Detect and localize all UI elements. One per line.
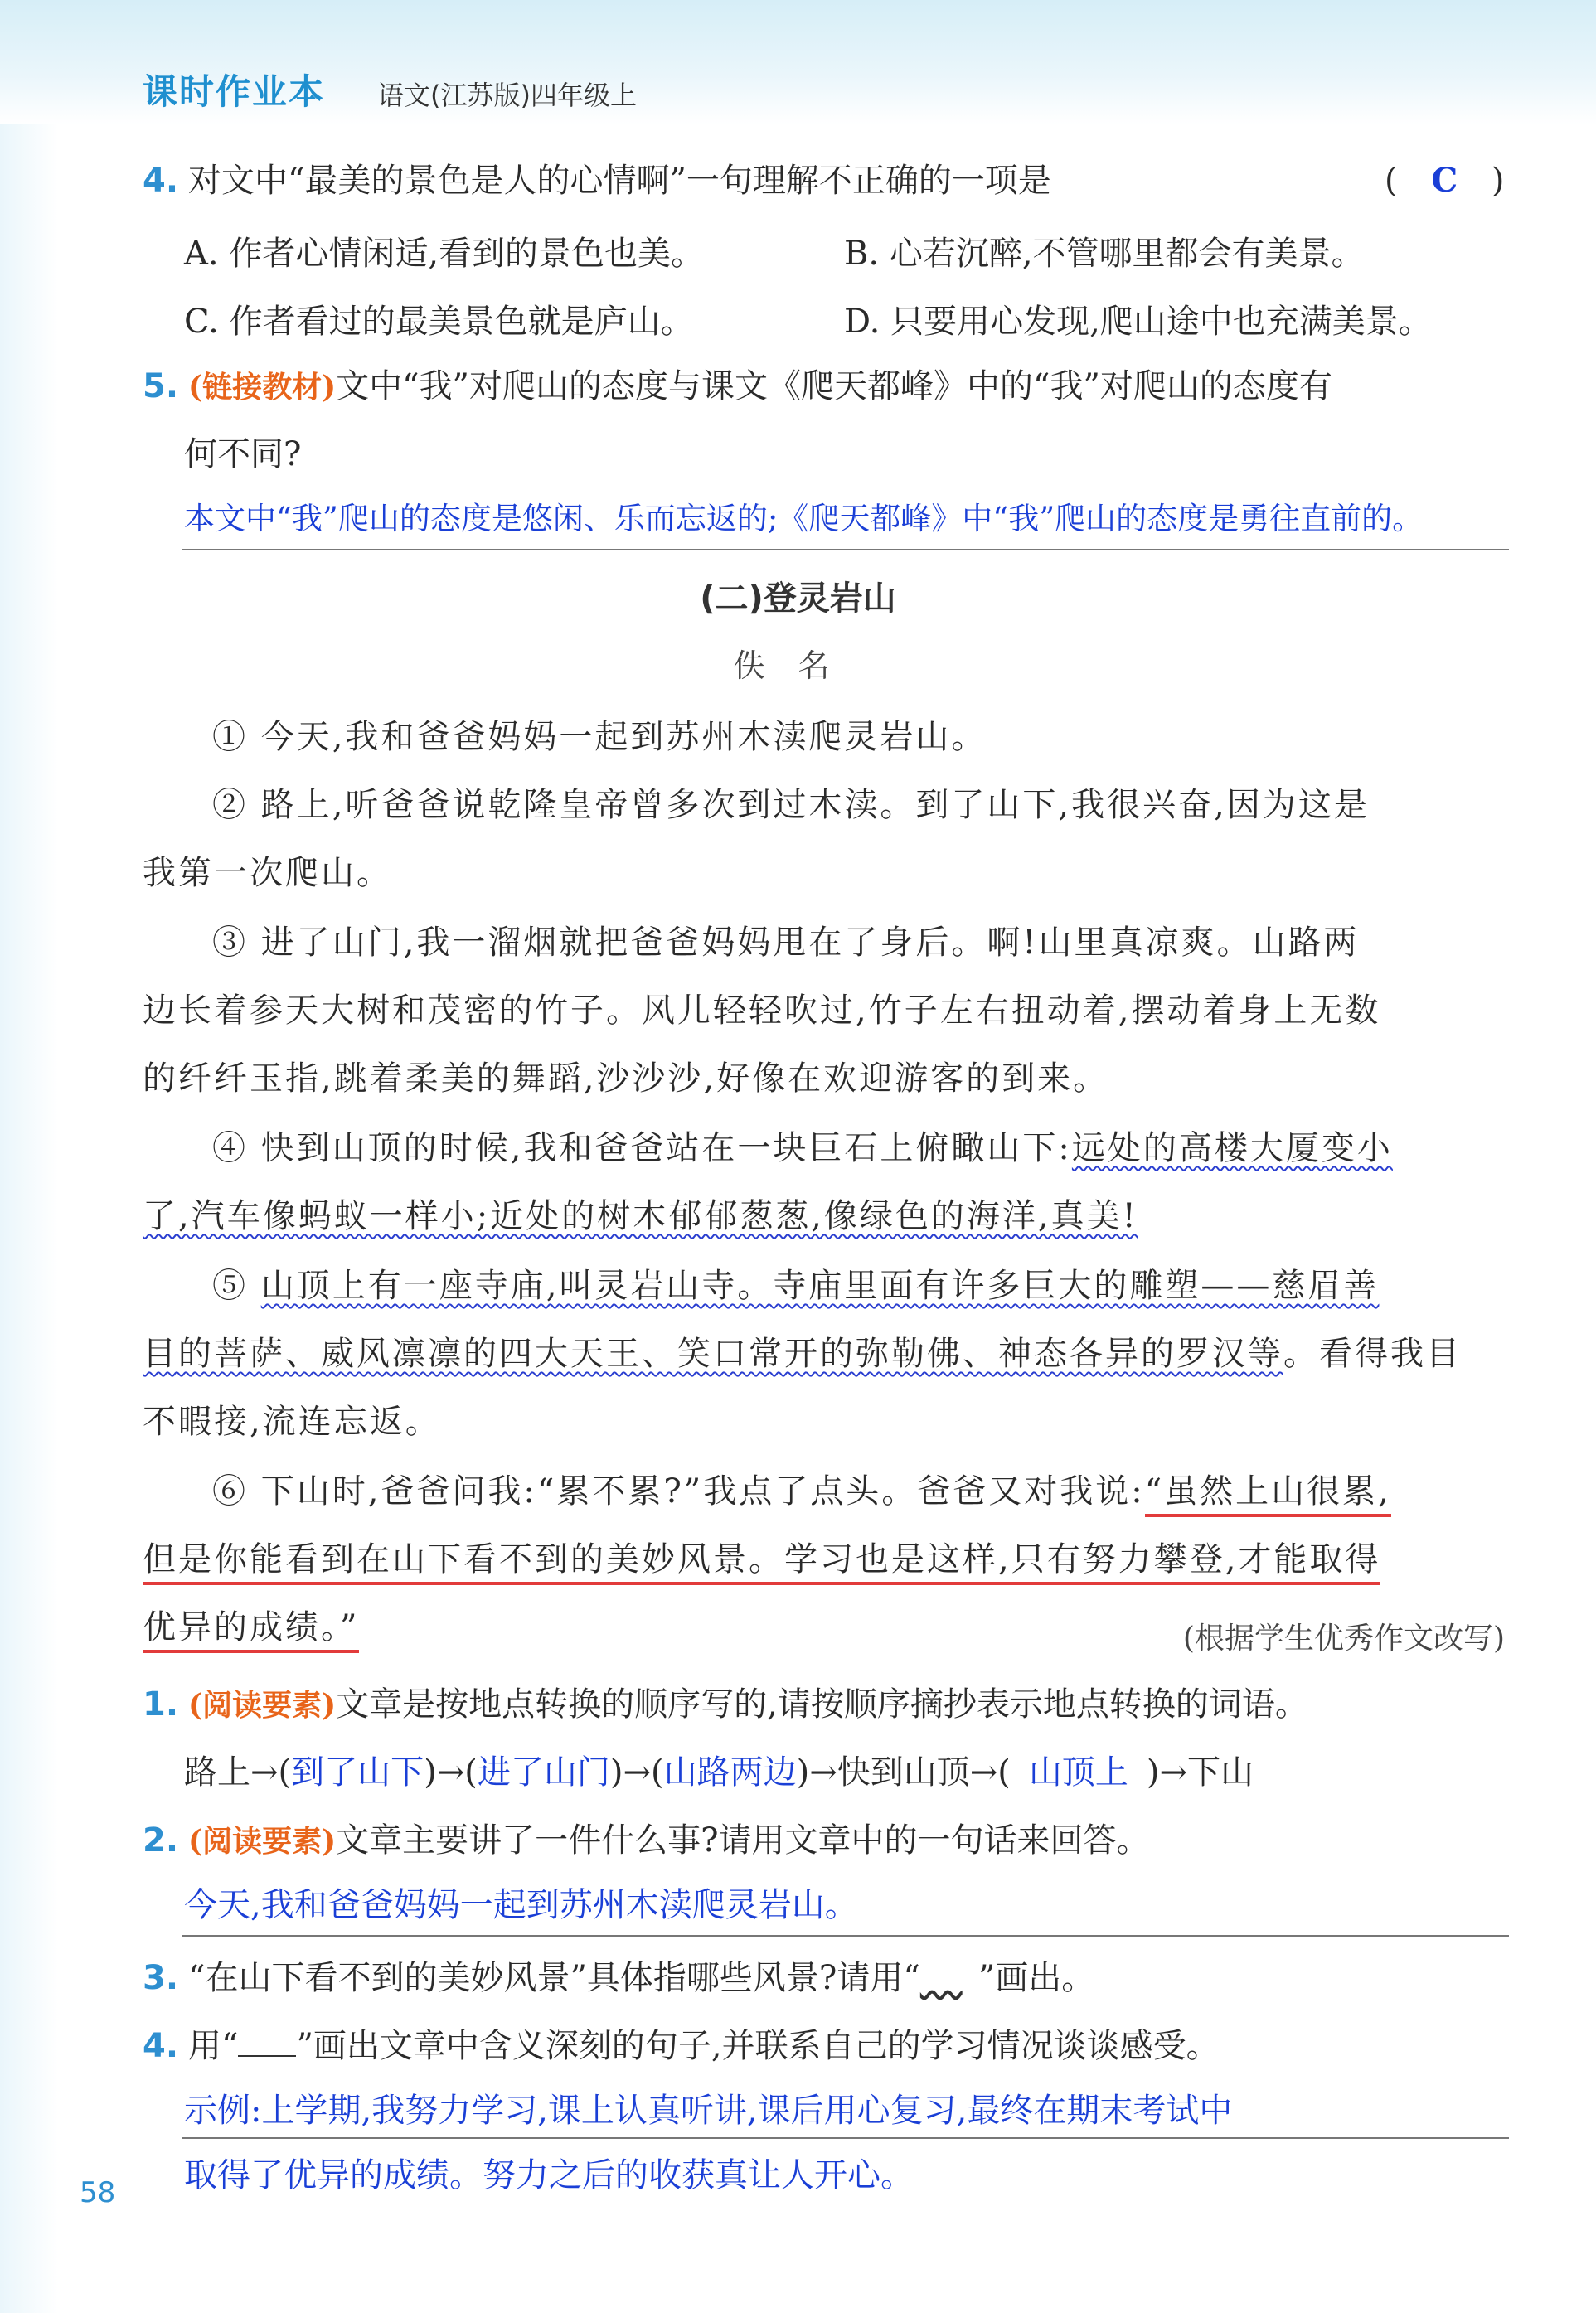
tag-label: (阅读要素) [188, 1824, 337, 1859]
paragraph-text: 。看得我目 [1283, 1335, 1462, 1373]
chain-text: )→( [424, 1753, 478, 1792]
answer-text: 今天,我和爸爸妈妈一起到苏州木渎爬灵岩山。 [184, 1886, 858, 1924]
passage-title: (二)登灵岩山 [700, 579, 896, 618]
chain-text: )→快到山顶→( [796, 1753, 1011, 1792]
answer-rule [182, 1935, 1509, 1937]
paragraph-4 [143, 1114, 1506, 1250]
question-2-part2 [143, 1817, 1150, 1864]
paragraph-text: ⑥ 下山时,爸爸问我:“累不累?”我点了点头。爸爸又对我说: [212, 1472, 1145, 1510]
chain-answer: 山顶上 [1028, 1753, 1128, 1792]
wavy-underlined-text: 远处的高楼大厦变小 [1071, 1129, 1393, 1167]
question-text: “在山下看不到的美妙风景”具体指哪些风景?请用“ [188, 1959, 920, 1997]
question-text: 文中“我”对爬山的态度与课文《爬天都峰》中的“我”对爬山的态度有 [336, 367, 1332, 405]
tag-label: (阅读要素) [188, 1688, 337, 1723]
chain-text: 路上→( [184, 1753, 292, 1792]
wavy-line-sample [920, 1955, 978, 1980]
location-chain [184, 1749, 1254, 1796]
chain-answer: 到了山下 [291, 1753, 424, 1792]
wavy-underlined-text: 了,汽车像蚂蚁一样小;近处的树木郁郁葱葱,像绿色的海洋,真美! [143, 1197, 1138, 1235]
paragraph-1 [143, 703, 1506, 771]
option-a: A. 作者心情闲适,看到的景色也美。 [184, 235, 705, 273]
answer-paren [1385, 158, 1505, 204]
paragraph-3 [143, 909, 1506, 1113]
paragraph-text: 不暇接,流连忘返。 [143, 1403, 441, 1441]
answer-text: 取得了优异的成绩。努力之后的收获真让人开心。 [184, 2156, 914, 2194]
red-underlined-text: 优异的成绩。” [143, 1608, 359, 1653]
question-number: 4. [143, 162, 179, 200]
chain-text: )→下山 [1146, 1753, 1254, 1792]
paragraph-text: 边长着参天大树和茂密的竹子。风儿轻轻吹过,竹子左右扭动着,摆动着身上无数 [143, 992, 1381, 1030]
paragraph-text: ① 今天,我和爸爸妈妈一起到苏州木渎爬灵岩山。 [212, 718, 987, 756]
paragraph-text: 我第一次爬山。 [143, 854, 392, 892]
question-4-part1 [143, 158, 1051, 204]
choice-answer: C [1431, 161, 1458, 200]
answer-text: 示例:上学期,我努力学习,课上认真听讲,课后用心复习,最终在期末考试中 [184, 2092, 1233, 2130]
option-d: D. 只要用心发现,爬山途中也充满美景。 [844, 303, 1432, 341]
option-c: C. 作者看过的最美景色就是庐山。 [184, 303, 694, 341]
answer-rule [182, 2137, 1509, 2139]
paragraph-text: 的纤纤玉指,跳着柔美的舞蹈,沙沙沙,好像在欢迎游客的到来。 [143, 1060, 1109, 1098]
question-text: ”画出文章中含义深刻的句子,并联系自己的学习情况谈谈感受。 [296, 2027, 1220, 2065]
page-number: 58 [80, 2176, 116, 2209]
question-text: 文章主要讲了一件什么事?请用文章中的一句话来回答。 [336, 1821, 1150, 1860]
question-5-part1 [143, 363, 1332, 410]
chain-answer: 进了山门 [477, 1753, 610, 1792]
question-3-part2 [143, 1955, 1094, 2001]
question-text: 用“ [188, 2027, 239, 2065]
question-5-line2: 何不同? [184, 435, 302, 473]
question-number: 2. [143, 1821, 179, 1860]
red-underlined-text: “虽然上山很累, [1145, 1472, 1391, 1517]
question-number: 1. [143, 1685, 179, 1724]
question-4-part2 [143, 2023, 1220, 2069]
question-1-part2 [143, 1681, 1308, 1729]
option-b: B. 心若沉醉,不管哪里都会有美景。 [844, 235, 1365, 273]
paragraph-2 [143, 771, 1506, 907]
wavy-underlined-text: 山顶上有一座寺庙,叫灵岩山寺。寺庙里面有许多巨大的雕塑——慈眉善 [260, 1267, 1380, 1305]
chain-answer: 山路两边 [663, 1753, 797, 1792]
book-title: 课时作业本 [143, 71, 326, 112]
paragraph-text: ④ 快到山顶的时候,我和爸爸站在一块巨石上俯瞰山下: [212, 1129, 1072, 1167]
paragraph-5 [143, 1252, 1506, 1456]
paren-close: ) [1491, 162, 1505, 200]
book-subtitle: 语文(江苏版)四年级上 [377, 80, 637, 111]
question-text: 对文中“最美的景色是人的心情啊”一句理解不正确的一项是 [188, 162, 1051, 200]
straight-line-sample [238, 2030, 296, 2057]
answer-rule [182, 549, 1509, 550]
question-number: 4. [143, 2027, 179, 2065]
paren-open: ( [1385, 162, 1398, 200]
question-number: 3. [143, 1959, 179, 1997]
source-note: (根据学生优秀作文改写) [1182, 1622, 1505, 1656]
tag-label: (链接教材) [188, 370, 337, 405]
paragraph-text: ③ 进了山门,我一溜烟就把爸爸妈妈甩在了身后。啊!山里真凉爽。山路两 [212, 924, 1360, 962]
red-underlined-text: 但是你能看到在山下看不到的美妙风景。学习也是这样,只有努力攀登,才能取得 [143, 1540, 1380, 1585]
answer-text: 本文中“我”爬山的态度是悠闲、乐而忘返的;《爬天都峰》中“我”爬山的态度是勇往直前的。 [184, 501, 1424, 536]
question-number: 5. [143, 367, 179, 405]
question-text: 文章是按地点转换的顺序写的,请按顺序摘抄表示地点转换的词语。 [336, 1685, 1308, 1724]
paragraph-text: ② 路上,听爸爸说乾隆皇帝曾多次到过木渎。到了山下,我很兴奋,因为这是 [212, 786, 1370, 824]
question-text: ”画出。 [977, 1959, 1095, 1997]
chain-text: )→( [609, 1753, 664, 1792]
wavy-underlined-text: 目的菩萨、威风凛凛的四大天王、笑口常开的弥勒佛、神态各异的罗汉等 [143, 1335, 1283, 1373]
passage-author: 佚名 [733, 647, 863, 684]
left-margin-band [0, 124, 58, 2313]
paragraph-text: ⑤ [212, 1267, 261, 1305]
